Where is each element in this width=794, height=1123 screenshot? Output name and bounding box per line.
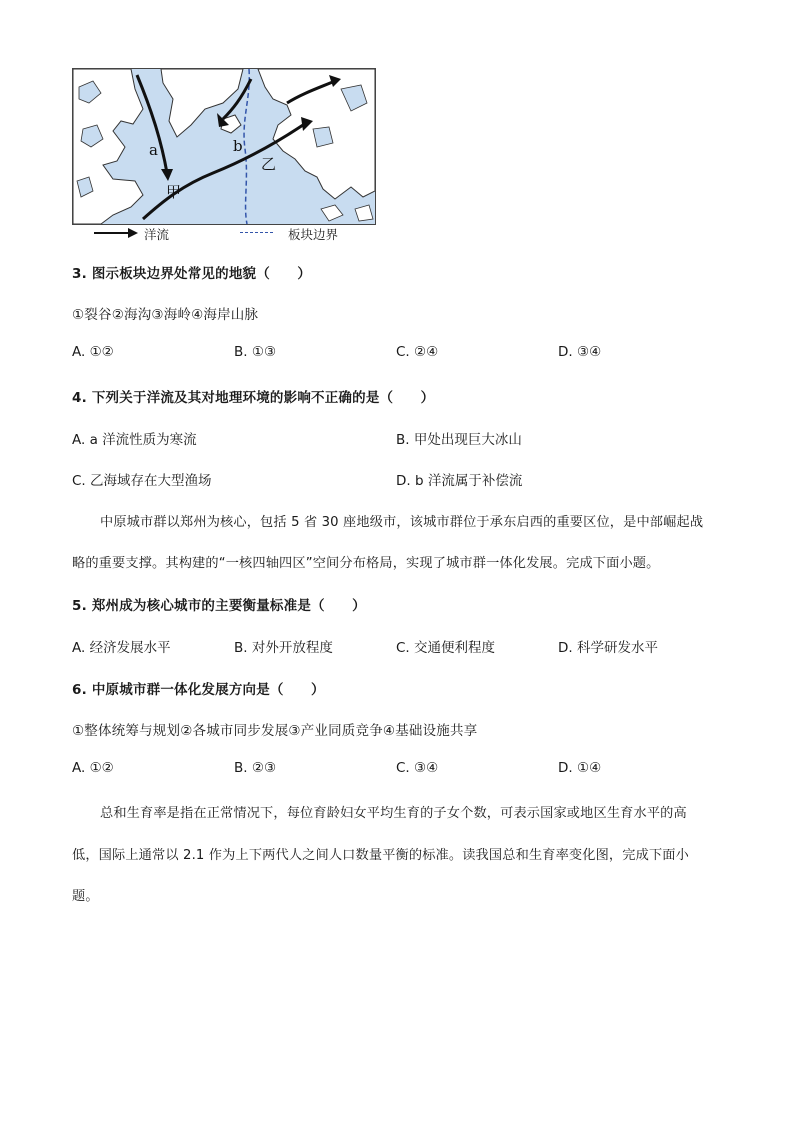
legend-current-label: 洋流	[144, 227, 170, 242]
ocean-current-map	[72, 68, 376, 225]
passage2-line-1: 总和生育率是指在正常情况下，每位育龄妇女平均生育的子女个数，可表示国家或地区生育水平的高	[100, 806, 687, 821]
q4-option-d[interactable]: D. b 洋流属于补偿流	[396, 473, 523, 489]
legend-arrow-icon	[94, 227, 138, 239]
q3-stem: 3. 图示板块边界处常见的地貌（ ）	[72, 266, 312, 282]
q5-option-c[interactable]: C. 交通便利程度	[396, 640, 496, 656]
q6-option-c[interactable]: C. ③④	[396, 760, 439, 776]
q3-items: ①裂谷②海沟③海岭④海岸山脉	[72, 307, 259, 323]
map-legend	[72, 224, 372, 242]
label-yi: 乙	[261, 155, 277, 173]
q6-option-b[interactable]: B. ②③	[234, 760, 277, 776]
label-a: a	[149, 141, 158, 159]
q6-stem: 6. 中原城市群一体化发展方向是（ ）	[72, 682, 325, 698]
passage2-line-2: 低，国际上通常以 2.1 作为上下两代人之间人口数量平衡的标准。读我国总和生育率变化图，完成下面小	[72, 848, 689, 863]
q5-option-a[interactable]: A. 经济发展水平	[72, 640, 171, 656]
q3-option-d[interactable]: D. ③④	[558, 344, 602, 360]
q3-option-a[interactable]: A. ①②	[72, 344, 114, 360]
q6-option-d[interactable]: D. ①④	[558, 760, 602, 776]
label-jia: 甲	[166, 183, 182, 201]
label-b: b	[233, 137, 243, 155]
q5-option-b[interactable]: B. 对外开放程度	[234, 640, 333, 656]
legend-boundary-line	[240, 232, 273, 233]
q4-stem: 4. 下列关于洋流及其对地理环境的影响不正确的是（ ）	[72, 390, 435, 406]
q6-items: ①整体统筹与规划②各城市同步发展③产业同质竞争④基础设施共享	[72, 723, 478, 739]
passage1-line-1: 中原城市群以郑州为核心，包括 5 省 30 座地级市，该城市群位于承东启西的重要区位，是中部崛起战	[100, 515, 704, 530]
passage2-line-3: 题。	[72, 889, 99, 904]
q5-stem: 5. 郑州成为核心城市的主要衡量标准是（ ）	[72, 598, 366, 614]
passage1-line-2: 略的重要支撑。其构建的“一核四轴四区”空间分布格局，实现了城市群一体化发展。完成下面小题。	[72, 556, 660, 571]
q5-option-d[interactable]: D. 科学研发水平	[558, 640, 658, 656]
q3-option-b[interactable]: B. ①③	[234, 344, 277, 360]
q4-option-a[interactable]: A. a 洋流性质为寒流	[72, 432, 197, 448]
legend-boundary-label: 板块边界	[288, 227, 339, 242]
map-graphic	[73, 69, 375, 224]
q4-option-c[interactable]: C. 乙海域存在大型渔场	[72, 473, 212, 489]
q6-option-a[interactable]: A. ①②	[72, 760, 114, 776]
q3-option-c[interactable]: C. ②④	[396, 344, 439, 360]
q4-option-b[interactable]: B. 甲处出现巨大冰山	[396, 432, 522, 448]
